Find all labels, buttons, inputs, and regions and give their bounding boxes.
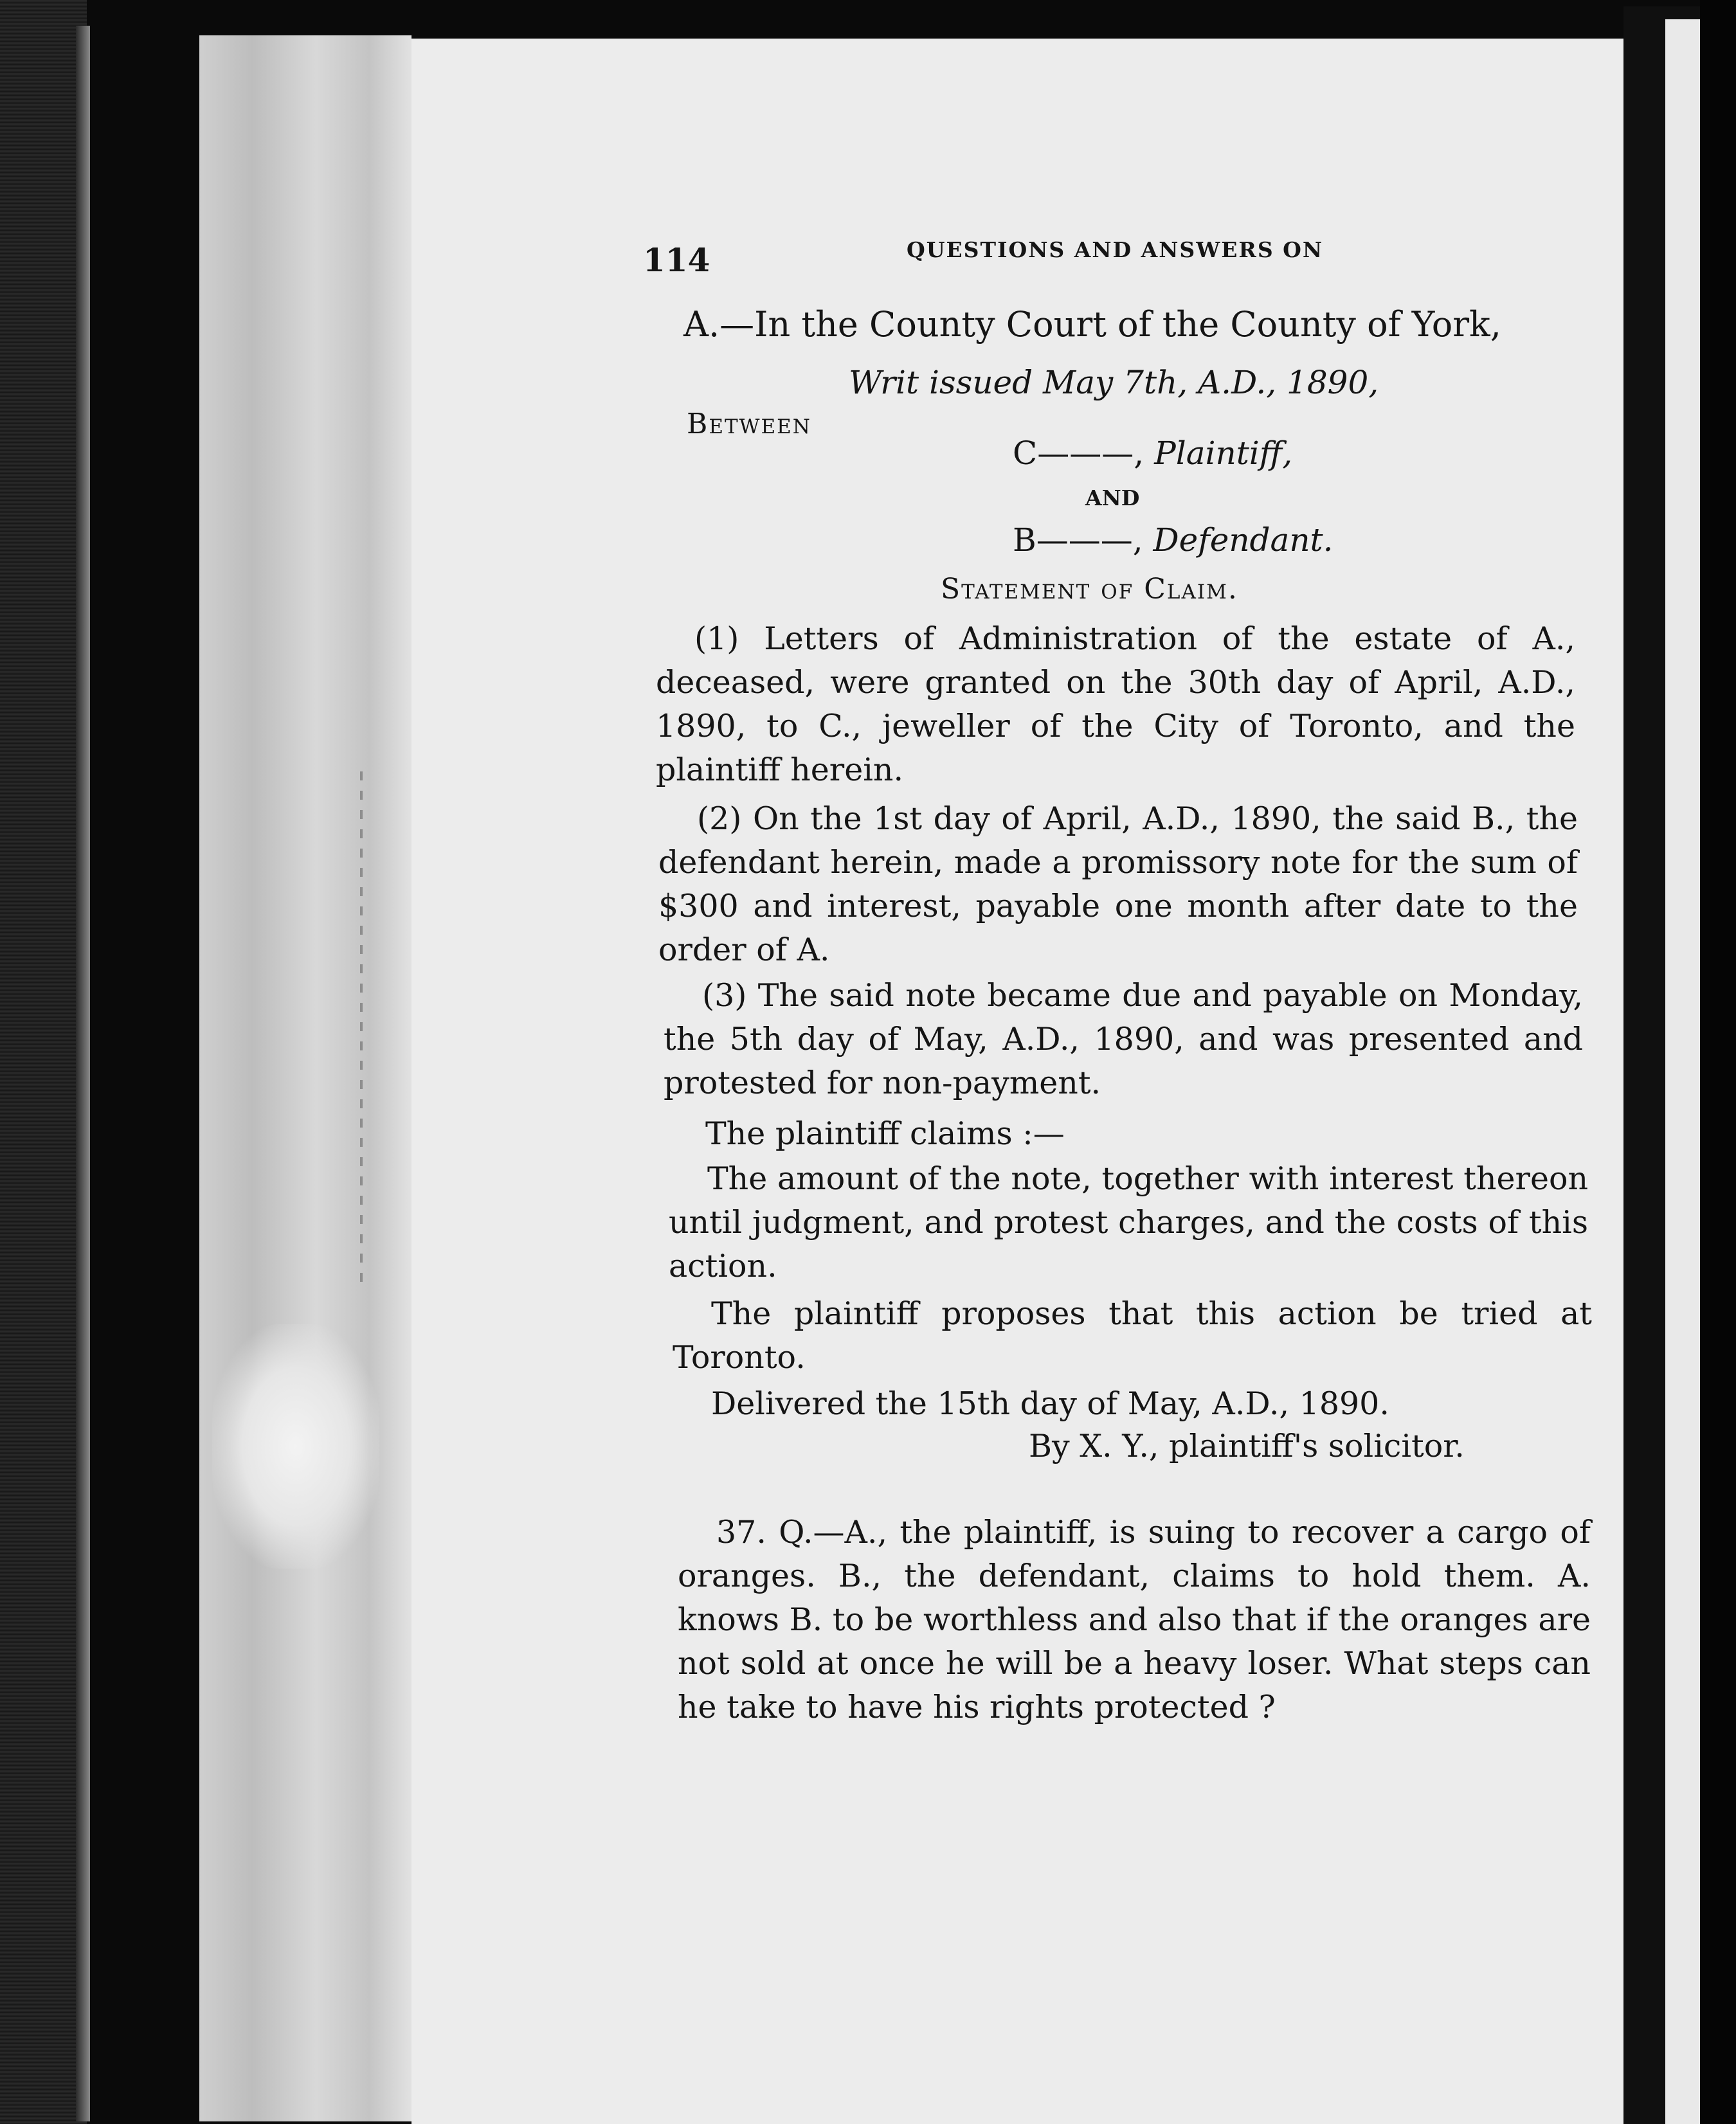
plaintiff-role: Plaintiff, (1154, 435, 1293, 472)
page-stack-edge (199, 35, 411, 2121)
claims-body: The amount of the note, together with interest thereon until judgment, and protest charges, and the costs of this action. (669, 1160, 1588, 1284)
defendant-name: B———, (1013, 521, 1143, 559)
claim-paragraph-2: (2) On the 1st day of April, A.D., 1890, the said B., the defendant herein, made a promissory note for the sum of $300 and interest, payable one month after date to the order of A. (658, 800, 1578, 968)
claims-intro: The plaintiff claims :— (705, 1115, 1065, 1152)
writ-line: Writ issued May 7th, A.D., 1890, (849, 364, 1379, 401)
page-stack-marks (360, 771, 363, 1286)
claim-paragraph-3: (3) The said note became due and payable on Monday, the 5th day of May, A.D., 1890, and was presented and protested for non-payment. (664, 977, 1583, 1101)
delivery-date: Delivered the 15th day of May, A.D., 1890. (711, 1385, 1389, 1422)
plaintiff-line (1013, 435, 1293, 472)
running-head: QUESTIONS AND ANSWERS ON (907, 237, 1324, 262)
between-label: Between (687, 408, 811, 440)
defendant-line (1013, 521, 1334, 559)
trial-place: The plaintiff proposes that this action be tried at Toronto. (673, 1295, 1592, 1376)
plaintiff-name: C———, (1013, 435, 1144, 472)
book-binding (0, 0, 87, 2124)
page-number: 114 (643, 241, 710, 279)
statement-heading: Statement of Claim. (941, 573, 1238, 606)
solicitor-signature: By X. Y., plaintiff's solicitor. (1029, 1428, 1465, 1464)
binding-edge (76, 26, 90, 2121)
and-label: AND (1085, 485, 1140, 510)
defendant-role: Defendant. (1153, 521, 1334, 559)
question-37: 37. Q.—A., the plaintiff, is suing to recover a cargo of oranges. B., the defendant, claims to hold them. A. knows B. to be worthless and also that if the oranges are not sold at once he will be a heavy loser. What steps can he take to have his rights protected ? (678, 1514, 1591, 1725)
court-line: A.—In the County Court of the County of York, (683, 304, 1501, 345)
facing-page-sliver (1665, 19, 1700, 2124)
paper-stain (212, 1324, 379, 1569)
claim-paragraph-1: (1) Letters of Administration of the estate of A., deceased, were granted on the 30th day of April, A.D., 1890, to C., jeweller of the City of Toronto, and the plaintiff herein. (656, 620, 1575, 788)
scan-edge (1700, 0, 1736, 2124)
